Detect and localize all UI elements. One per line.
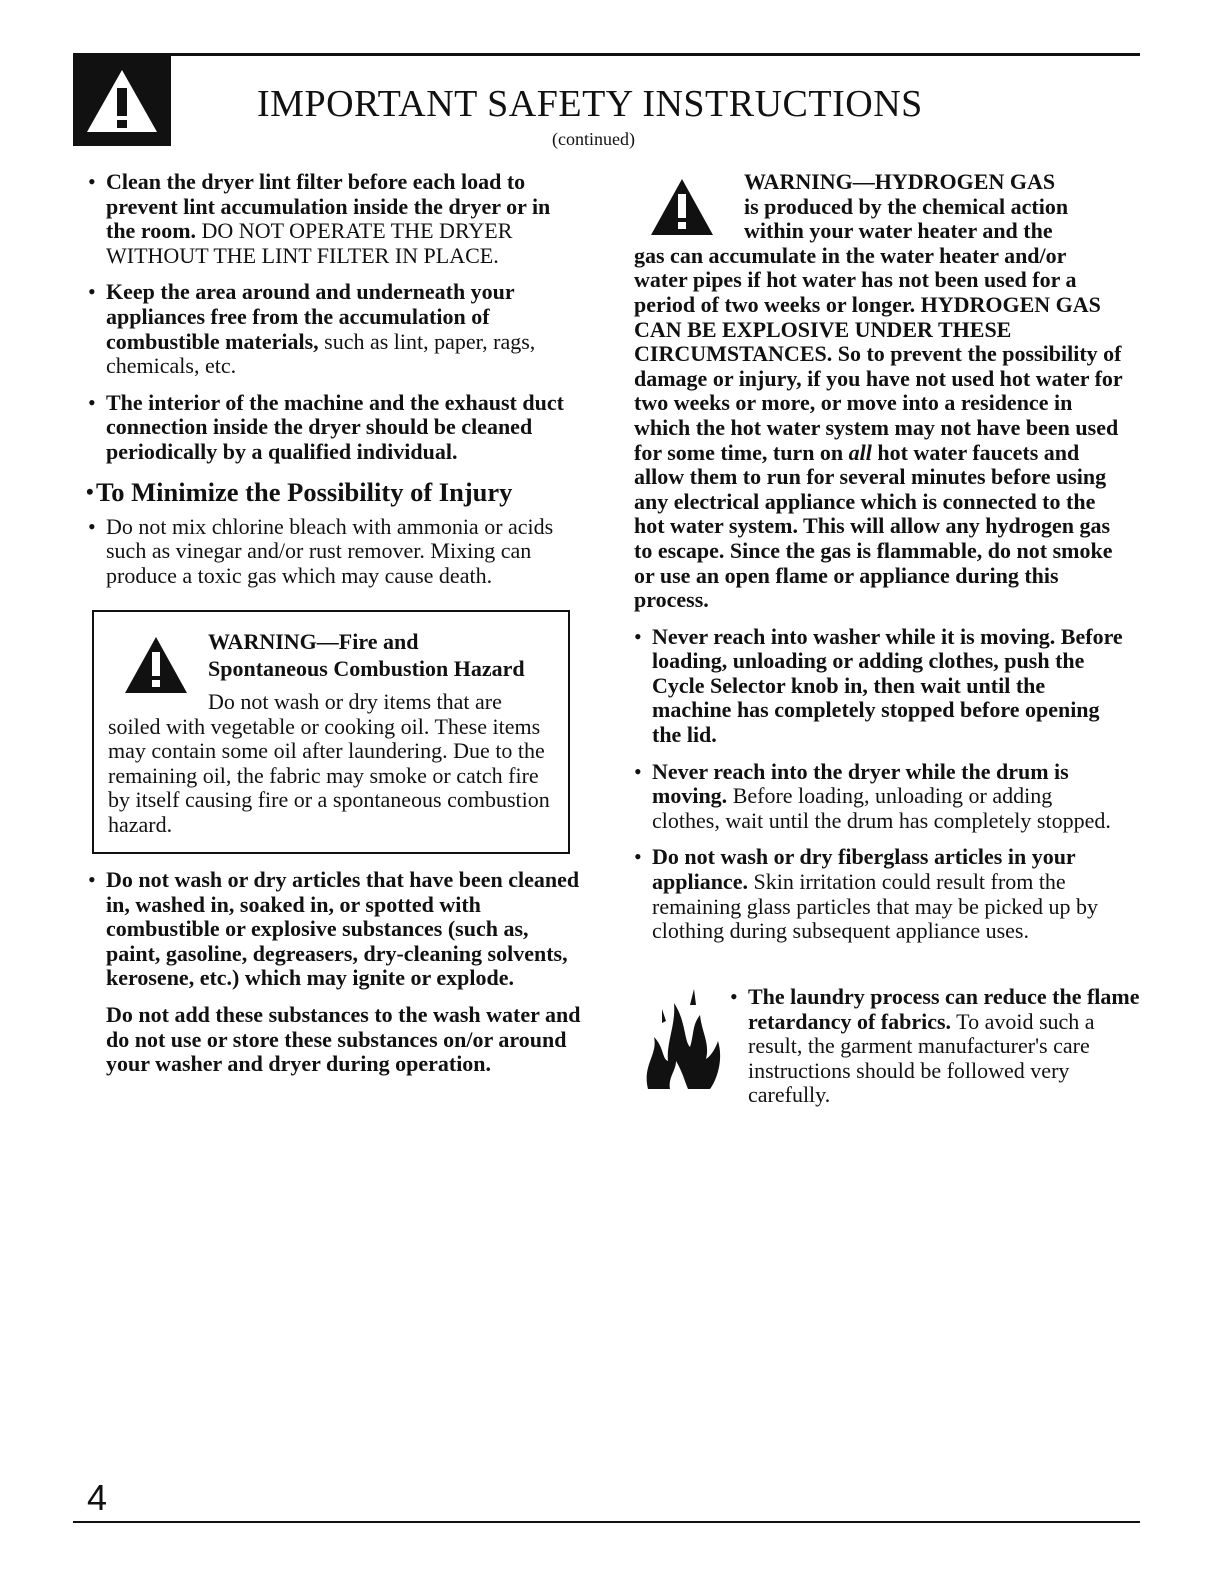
list-item-continued: Do not add these substances to the wash water and do not use or store these substances on/or around your washer and dryer during operation. [106,1001,581,1077]
list-item: • The interior of the machine and the exhaust duct connection inside the dryer should be cleaned periodically by a qualified individual. [88,389,564,464]
left-column [88,170,578,588]
list-item: • Do not wash or dry articles that have been cleaned in, washed in, soaked in, or spotted with combustible or explosive substances (such as, paint, gasoline, degreasers, dry-cleaning solvents, kerosene, etc.) which may ignite or explode. [88,867,580,991]
flame-retardancy-item: • The laundry process can reduce the flame retardancy of fabrics. To avoid such a result, the garment manufacturer's care instructions should be followed very carefully. [730,984,1140,1108]
list-item: • Never reach into the dryer while the drum is moving. Before loading, unloading or adding clothes, wait until the drum has completely stopped. [634,758,1111,833]
warning-triangle-icon [650,178,714,236]
list-item: • Clean the dryer lint filter before each load to prevent lint accumulation inside the dryer or in the room. DO NOT OPERATE THE DRYER WITHOUT THE LINT FILTER IN PLACE. [88,169,551,268]
flame-icon [640,985,722,1095]
right-column [634,170,1124,956]
fire-warning-box [92,610,570,854]
page-number: 4 [87,1477,108,1518]
hydrogen-warning: WARNING—HYDROGEN GAS is produced by the chemical action within your water heater and the gas can accumulate in the water heater and/or water pipes if hot water has not been used for a period of two weeks or longer. HYDROGEN GAS CAN BE EXPLOSIVE UNDER THESE CIRCUMSTANCES. So to prevent the possibility of damage or injury, if you have not used hot water for two weeks or more, or move into a residence in which the hot water system may not have been used for some time, turn on all hot water faucets and allow them to run for several minutes before using any electrical appliance which is connected to the hot water system. This will allow any hydrogen gas to escape. Since the gas is flammable, do not smoke or use an open flame or appliance during this process. [634,169,1123,613]
warning-triangle-icon [124,636,188,694]
page-subtitle: (continued) [552,129,635,149]
fire-warning-heading: WARNING—Fire and Spontaneous Combustion Hazard [208,629,525,681]
warning-triangle-icon [85,68,159,134]
list-item: • Never reach into washer while it is moving. Before loading, unloading or adding clothes, push the Cycle Selector knob in, then wait until the machine has completely stopped before opening the lid. [634,623,1123,748]
warning-block [73,56,171,146]
list-item: • Do not mix chlorine bleach with ammonia or acids such as vinegar and/or rust remover. Mixing can produce a toxic gas which may cause death. [88,513,554,588]
section-heading: • To Minimize the Possibility of Injury [86,476,513,507]
bottom-rule [73,1521,1140,1523]
top-rule [73,53,1140,56]
list-item: • Do not wash or dry fiberglass articles in your appliance. Skin irritation could result from the remaining glass particles that may be picked up by clothing during subsequent appliance uses. [634,844,1098,944]
list-item: • Keep the area around and underneath your appliances free from the accumulation of combustible materials, such as lint, paper, rags, chemicals, etc. [88,279,536,379]
lower-left-section [88,868,588,1089]
page-title: IMPORTANT SAFETY INSTRUCTIONS [257,83,923,125]
fire-warning-text: Do not wash or dry items that are soiled with vegetable or cooking oil. These items may contain some oil after laundering. Due to the remaining oil, the fabric may smoke or catch fire by itself causing fire or a spontaneous combustion hazard. [108,689,550,837]
